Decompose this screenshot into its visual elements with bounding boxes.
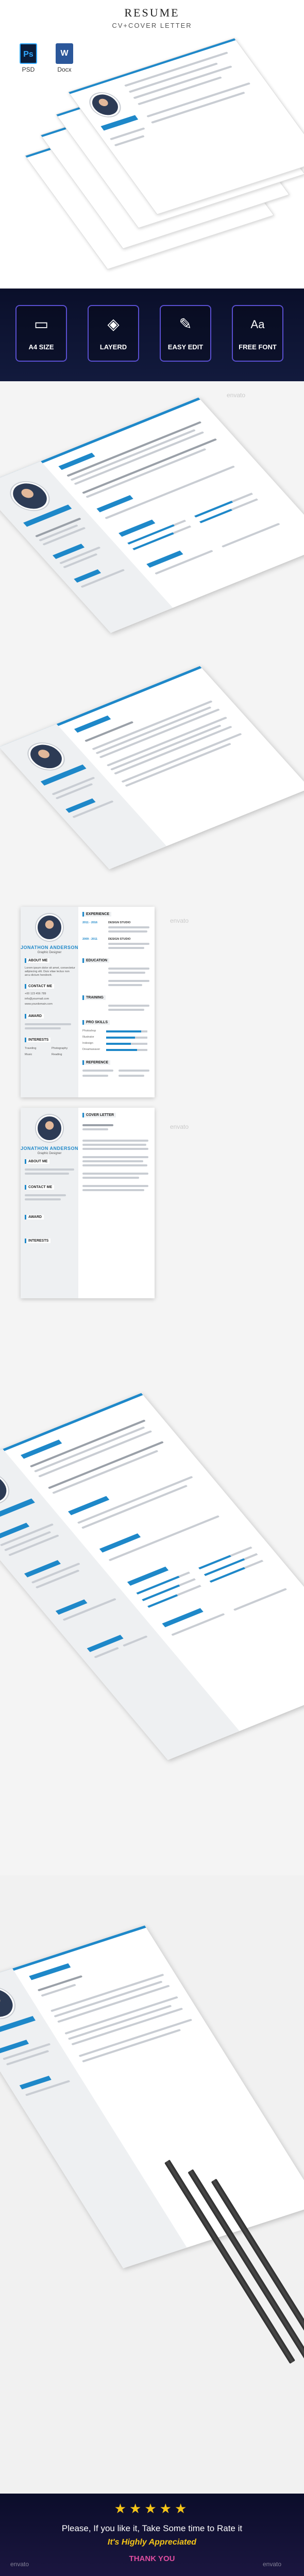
resume-name: JONATHON ANDERSON xyxy=(21,945,79,950)
resume-page: JONATHON ANDERSON Graphic Designer ABOUT ME Lorem ipsum dolor sit amet, consectetur adipiscing elit. Duis vitae lectus non arcu dictum hendrerit. CONTACT ME +00 123 456 789 info@yourmail.com www.yourdomain.com AWARD INTERESTS Traveling Photography Music Reading EXPERIENCE 2011 - 2016 DESIGN STUDIO 2009 - 2011 DESIGN STUDIO EDUCATION TRAINING PRO SKILLS Photoshop Illustrator Indesign Dreamweaver REFERENCE xyxy=(21,907,155,1097)
preview-cover-with-pencils xyxy=(0,1875,304,2494)
preview-resume-angled xyxy=(0,381,304,659)
docx-label: Docx xyxy=(57,66,72,73)
avatar xyxy=(36,914,63,941)
feature-layered: ◈ LAYERD xyxy=(88,305,139,362)
feature-bar xyxy=(0,289,304,381)
font-icon: Aa xyxy=(250,318,265,331)
resume-role: Graphic Designer xyxy=(37,951,62,954)
page-size-icon: ▭ xyxy=(33,316,49,333)
layers-icon: ◈ xyxy=(107,316,120,333)
hero-title: RESUME xyxy=(124,6,180,19)
watermark: envato xyxy=(263,2561,282,2568)
watermark: envato xyxy=(227,392,246,399)
avatar xyxy=(85,90,125,120)
watermark: envato xyxy=(170,917,189,924)
rating-stars[interactable]: ★★★★★ xyxy=(114,2501,190,2516)
preview-flat-spread xyxy=(0,876,304,1309)
feature-a4-size: ▭ A4 SIZE xyxy=(15,305,67,362)
feature-easy-edit: ✎ EASY EDIT xyxy=(160,305,211,362)
rating-footer xyxy=(0,2494,304,2576)
feature-free-font: Aa FREE FONT xyxy=(232,305,283,362)
avatar xyxy=(36,1115,63,1142)
cover-letter-page: JONATHON ANDERSON Graphic Designer ABOUT ME CONTACT ME AWARD INTERESTS COVER LETTER xyxy=(21,1108,155,1298)
appreciated-text: It's Highly Appreciated xyxy=(107,2538,197,2547)
cover-sheet xyxy=(0,666,304,870)
thank-you-text: THANK YOU xyxy=(129,2554,175,2563)
watermark: envato xyxy=(10,2561,29,2568)
preview-resume-angled-large xyxy=(0,1309,304,1875)
rate-text: Please, If you like it, Take Some time to Rate it xyxy=(61,2523,243,2533)
preview-cover-angled xyxy=(0,659,304,876)
cover-sheet xyxy=(0,1925,304,2268)
psd-label: PSD xyxy=(22,66,35,73)
watermark: envato xyxy=(170,1123,189,1130)
hero-subtitle: CV+COVER LETTER xyxy=(112,22,192,29)
resume-sheet xyxy=(0,1393,304,1760)
word-icon: W xyxy=(56,43,73,64)
edit-icon: ✎ xyxy=(179,316,192,333)
photoshop-icon: Ps xyxy=(20,43,37,64)
hero-section xyxy=(0,0,304,289)
resume-sheet xyxy=(0,397,304,633)
